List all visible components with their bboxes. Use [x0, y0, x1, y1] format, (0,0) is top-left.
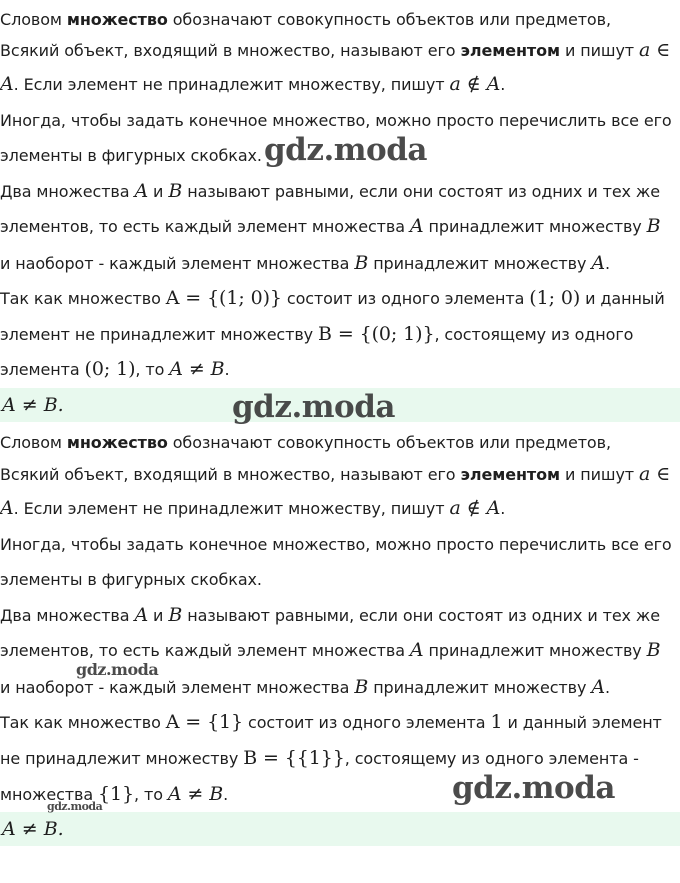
b2-line-8: и наоборот - каждый элемент множества B принадлежит множеству A.: [0, 676, 610, 698]
b2-line-2: Всякий объект, входящий в множество, называют его элементом и пишут a ∈: [0, 463, 671, 485]
b1-line-11: элемента (0; 1), то A ≠ B.: [0, 358, 230, 380]
b1-line-9: Так как множество A = {(1; 0)} состоит из одного элемента (1; 0) и данный: [0, 287, 665, 309]
watermark-logo: gdz.moda: [452, 770, 615, 806]
b1-line-4: Иногда, чтобы задать конечное множество, можно просто перечислить все его: [0, 111, 672, 130]
b1-line-8: и наоборот - каждый элемент множества B принадлежит множеству A.: [0, 252, 610, 274]
term-element: элементом: [460, 41, 560, 60]
b2-line-5: элементы в фигурных скобках.: [0, 570, 262, 589]
watermark-logo: gdz.moda: [232, 389, 395, 425]
b1-line-5: элементы в фигурных скобках.: [0, 146, 262, 165]
watermark-logo: gdz.moda: [264, 132, 427, 168]
term-element: элементом: [460, 465, 560, 484]
b1-line-2: Всякий объект, входящий в множество, называют его элементом и пишут a ∈: [0, 39, 671, 61]
b2-line-3: A. Если элемент не принадлежит множеству, пишут a ∉ A.: [0, 497, 506, 519]
b1-line-7: элементов, то есть каждый элемент множества A принадлежит множеству B: [0, 215, 661, 237]
term-mnozhestvo: множество: [66, 10, 168, 29]
b2-line-7: элементов, то есть каждый элемент множества A принадлежит множеству B: [0, 639, 661, 661]
b2-line-4: Иногда, чтобы задать конечное множество, можно просто перечислить все его: [0, 535, 672, 554]
b1-line-6: Два множества A и B называют равными, если они состоят из одних и тех же: [0, 180, 660, 202]
answer-box-2: [0, 812, 680, 846]
b2-line-6: Два множества A и B называют равными, если они состоят из одних и тех же: [0, 604, 660, 626]
answer-text-1: A ≠ B.: [2, 394, 64, 416]
term-mnozhestvo: множество: [66, 433, 168, 452]
b1-line-3: A. Если элемент не принадлежит множеству, пишут a ∉ A.: [0, 73, 506, 95]
b2-line-1: Словом множество обозначают совокупность объектов или предметов,: [0, 433, 611, 452]
b2-line-11: множества {1}, то A ≠ B.: [0, 783, 229, 805]
watermark-logo: gdz.moda: [47, 800, 103, 813]
answer-text-2: A ≠ B.: [2, 818, 64, 840]
watermark-logo: gdz.moda: [76, 660, 159, 679]
b2-line-9: Так как множество A = {1} состоит из одного элемента 1 и данный элемент: [0, 711, 662, 733]
b2-line-10: не принадлежит множеству B = {{1}}, состоящему из одного элемента -: [0, 747, 639, 769]
b1-line-1: Словом множество обозначают совокупность объектов или предметов,: [0, 10, 611, 29]
b1-line-10: элемент не принадлежит множеству B = {(0; 1)}, состоящему из одного: [0, 323, 634, 345]
